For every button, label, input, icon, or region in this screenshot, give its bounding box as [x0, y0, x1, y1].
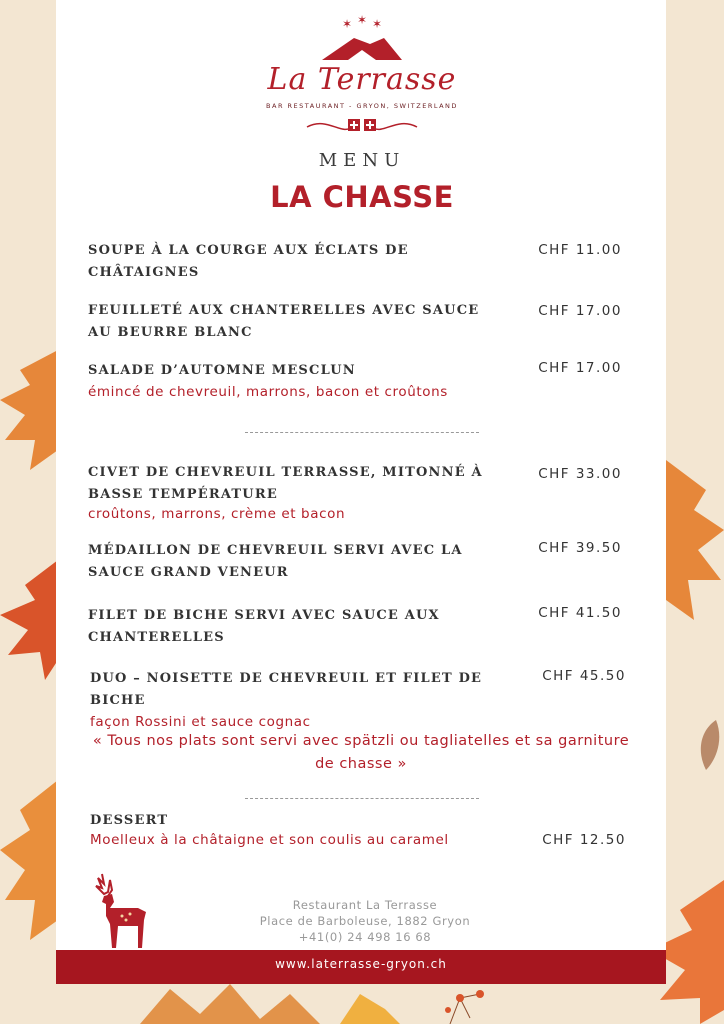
section-divider — [245, 798, 479, 799]
item-name: DUO – NOISETTE DE CHEVREUIL ET FILET DE BICHE — [90, 671, 483, 708]
menu-item — [88, 540, 628, 584]
leaf-right-2-icon — [666, 710, 724, 790]
item-name: FILET DE BICHE SERVI AVEC SAUCE AUX CHANTERELLES — [88, 608, 440, 645]
item-price: CHF 11.00 — [538, 242, 622, 258]
footer-phone: +41(0) 24 498 16 68 — [298, 930, 432, 944]
item-description: émincé de chevreuil, marrons, bacon et croûtons — [88, 384, 448, 400]
menu-item — [88, 462, 628, 522]
leaf-right-1-icon — [666, 440, 724, 630]
brand-tagline: BAR RESTAURANT - GRYON, SWITZERLAND — [266, 102, 458, 110]
menu-item — [90, 668, 630, 732]
item-description: façon Rossini et sauce cognac — [90, 714, 311, 730]
menu-item — [88, 240, 628, 284]
item-description: croûtons, marrons, crème et bacon — [88, 506, 346, 522]
dessert-heading: DESSERT — [90, 813, 169, 828]
item-price: CHF 41.50 — [538, 605, 622, 621]
dessert-price: CHF 12.50 — [542, 832, 626, 848]
menu-item — [88, 300, 628, 344]
svg-text:✶: ✶ — [372, 17, 383, 31]
item-price: CHF 45.50 — [542, 668, 626, 684]
item-price: CHF 33.00 — [538, 466, 622, 482]
item-name: CIVET DE CHEVREUIL TERRASSE, MITONNÉ À BASSE TEMPÉRATURE — [88, 465, 483, 502]
leaf-left-3-icon — [0, 760, 58, 950]
footer-restaurant-name: Restaurant La Terrasse — [292, 898, 438, 912]
leaf-left-1-icon — [0, 340, 58, 480]
menu-item — [88, 360, 628, 402]
item-name: MÉDAILLON DE CHEVREUIL SERVI AVEC LA SAUCE GRAND VENEUR — [88, 543, 463, 580]
item-price: CHF 17.00 — [538, 303, 622, 319]
menu-label: MENU — [318, 150, 406, 171]
berries-icon — [440, 988, 500, 1024]
item-name: SALADE D’AUTOMNE MESCLUN — [88, 363, 356, 378]
footer-address: Place de Barboleuse, 1882 Gryon — [259, 914, 471, 928]
swiss-flags-ornament-icon — [302, 114, 422, 140]
section-divider — [245, 432, 479, 433]
menu-item — [88, 605, 628, 649]
menu-title: LA CHASSE — [270, 180, 454, 214]
dessert-description: Moelleux à la châtaigne et son coulis au caramel — [90, 832, 449, 848]
dessert-item — [90, 810, 630, 850]
item-price: CHF 39.50 — [538, 540, 622, 556]
leaf-left-2-icon — [0, 560, 58, 680]
deer-icon — [88, 872, 152, 952]
item-price: CHF 17.00 — [538, 360, 622, 376]
side-dish-note: « Tous nos plats sont servi avec spätzli ou tagliatelles et sa garniture de chasse » — [92, 733, 630, 772]
item-name: FEUILLETÉ AUX CHANTERELLES AVEC SAUCE AU BEURRE BLANC — [88, 303, 480, 340]
svg-text:✶: ✶ — [357, 14, 368, 27]
footer-website-link[interactable]: www.laterrasse-gryon.ch — [275, 957, 447, 971]
svg-text:✶: ✶ — [342, 17, 353, 31]
item-name: SOUPE À LA COURGE AUX ÉCLATS DE CHÂTAIGNES — [88, 243, 409, 280]
restaurant-logo-roof-icon — [318, 14, 406, 64]
brand-name: La Terrasse — [267, 62, 457, 97]
leaf-bottom-icon — [140, 984, 400, 1024]
